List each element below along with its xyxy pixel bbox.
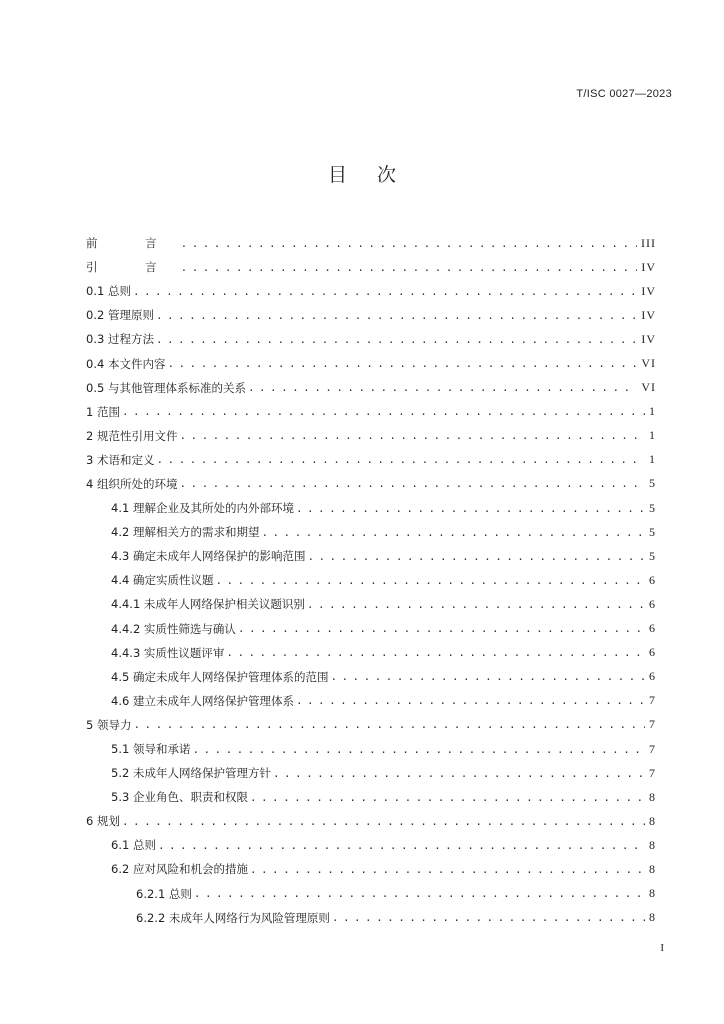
toc-entry-page: IV xyxy=(641,331,656,346)
toc-entry-label: 4.2 理解相关方的需求和期望 xyxy=(111,525,260,540)
toc-entry-page: 8 xyxy=(649,837,656,852)
toc-dot-leader xyxy=(179,477,645,490)
toc-entry[interactable] xyxy=(86,665,656,689)
toc-dot-leader xyxy=(122,815,645,828)
toc-entry-label: 0.3 过程方法 xyxy=(86,332,154,347)
toc-dot-leader xyxy=(192,743,645,756)
toc-entry-label: 6 规划 xyxy=(86,814,120,829)
toc-entry[interactable] xyxy=(86,617,656,641)
toc-dot-leader xyxy=(181,261,638,274)
toc-entry-page: 5 xyxy=(649,476,656,491)
toc-entry[interactable] xyxy=(86,376,656,400)
toc-entry-label: 5.2 未成年人网络保护管理方针 xyxy=(111,766,271,781)
toc-entry-label: 6.2.1 总则 xyxy=(136,886,192,901)
toc-entry-page: 7 xyxy=(649,741,656,756)
toc-entry-page: 1 xyxy=(649,428,656,443)
toc-entry[interactable] xyxy=(86,279,656,303)
toc-entry-label: 6.2.2 未成年人网络行为风险管理原则 xyxy=(136,910,330,925)
toc-dot-leader xyxy=(156,309,637,322)
toc-entry[interactable] xyxy=(86,520,656,544)
toc-entry-page: 5 xyxy=(649,548,656,563)
toc-entry[interactable] xyxy=(86,882,656,906)
toc-entry[interactable] xyxy=(86,303,656,327)
toc-dot-leader xyxy=(250,863,645,876)
toc-entry[interactable] xyxy=(86,472,656,496)
toc-entry[interactable] xyxy=(86,544,656,568)
toc-entry[interactable] xyxy=(86,785,656,809)
toc-entry[interactable] xyxy=(86,857,656,881)
toc-dot-leader xyxy=(307,598,645,611)
toc-entry[interactable] xyxy=(86,689,656,713)
toc-entry-page: 7 xyxy=(649,717,656,732)
toc-dot-leader xyxy=(238,622,645,635)
page-number: I xyxy=(660,942,664,954)
toc-entry[interactable] xyxy=(86,761,656,785)
toc-entry-label: 6.1 总则 xyxy=(111,838,156,853)
toc-entry-page: 6 xyxy=(649,645,656,660)
toc-entry[interactable] xyxy=(86,255,656,279)
toc-entry[interactable] xyxy=(86,592,656,616)
toc-entry-label: 5.1 领导和承诺 xyxy=(111,742,191,757)
toc-entry-label: 4.1 理解企业及其所处的内外部环境 xyxy=(111,501,294,516)
toc-dot-leader xyxy=(273,767,645,780)
toc-dot-leader xyxy=(226,646,645,659)
toc-entry[interactable] xyxy=(86,351,656,375)
toc-entry-page: 6 xyxy=(649,596,656,611)
toc-entry-page: 5 xyxy=(649,524,656,539)
toc-dot-leader xyxy=(296,502,645,515)
toc-entry-label: 4.4 确定实质性议题 xyxy=(111,573,214,588)
standard-code: T/ISC 0027—2023 xyxy=(576,88,672,100)
toc-entry[interactable] xyxy=(86,833,656,857)
toc-entry-label: 1 范围 xyxy=(86,404,120,419)
toc-dot-leader xyxy=(158,839,645,852)
toc-dot-leader xyxy=(307,550,645,563)
toc-dot-leader xyxy=(296,694,645,707)
toc-entry[interactable] xyxy=(86,568,656,592)
toc-entry-page: IV xyxy=(641,283,656,298)
toc-entry-label: 0.2 管理原则 xyxy=(86,308,154,323)
toc-entry-page: 6 xyxy=(649,669,656,684)
toc-entry-label: 6.2 应对风险和机会的措施 xyxy=(111,862,248,877)
toc-dot-leader xyxy=(156,333,637,346)
toc-entry[interactable] xyxy=(86,448,656,472)
toc-entry-page: IV xyxy=(641,259,656,274)
page-title: 目 次 xyxy=(327,164,409,186)
toc-entry[interactable] xyxy=(86,231,656,255)
toc-entry[interactable] xyxy=(86,400,656,424)
toc-entry-label: 4.4.1 未成年人网络保护相关议题识别 xyxy=(111,597,305,612)
toc-entry-label: 0.5 与其他管理体系标准的关系 xyxy=(86,380,246,395)
toc-dot-leader xyxy=(261,526,645,539)
toc-entry-label: 0.4 本文件内容 xyxy=(86,356,166,371)
toc-entry-page: 7 xyxy=(649,765,656,780)
toc-entry[interactable] xyxy=(86,496,656,520)
toc-entry[interactable] xyxy=(86,737,656,761)
table-of-contents xyxy=(86,231,656,930)
toc-entry-page: VI xyxy=(641,356,656,371)
toc-dot-leader xyxy=(248,381,637,394)
toc-entry-label: 前 言 xyxy=(86,236,179,251)
toc-entry-label: 5.3 企业角色、职责和权限 xyxy=(111,790,248,805)
toc-entry[interactable] xyxy=(86,424,656,448)
toc-entry-page: VI xyxy=(641,380,656,395)
toc-entry-page: 8 xyxy=(649,886,656,901)
toc-entry-page: 7 xyxy=(649,693,656,708)
toc-entry-page: 1 xyxy=(649,452,656,467)
toc-entry-page: 6 xyxy=(649,572,656,587)
toc-entry-page: 8 xyxy=(649,861,656,876)
toc-dot-leader xyxy=(181,237,637,250)
toc-entry[interactable] xyxy=(86,809,656,833)
toc-dot-leader xyxy=(167,357,637,370)
toc-dot-leader xyxy=(194,887,645,900)
toc-entry-label: 4.4.3 实质性议题评审 xyxy=(111,645,225,660)
toc-dot-leader xyxy=(179,429,645,442)
toc-entry-label: 3 术语和定义 xyxy=(86,452,155,467)
toc-entry-label: 0.1 总则 xyxy=(86,284,131,299)
toc-entry-label: 4.6 建立未成年人网络保护管理体系 xyxy=(111,693,294,708)
toc-entry-label: 4 组织所处的环境 xyxy=(86,476,178,491)
toc-entry-page: 5 xyxy=(649,500,656,515)
toc-entry[interactable] xyxy=(86,713,656,737)
toc-entry-page: 8 xyxy=(649,813,656,828)
toc-dot-leader xyxy=(250,791,645,804)
toc-dot-leader xyxy=(122,405,645,418)
toc-dot-leader xyxy=(330,670,645,683)
toc-entry-page: 8 xyxy=(649,789,656,804)
toc-dot-leader xyxy=(332,911,645,924)
toc-dot-leader xyxy=(133,718,645,731)
toc-entry[interactable] xyxy=(86,327,656,351)
toc-entry-page: 6 xyxy=(649,621,656,636)
toc-entry-label: 4.3 确定未成年人网络保护的影响范围 xyxy=(111,549,306,564)
toc-entry[interactable] xyxy=(86,906,656,930)
toc-entry-page: III xyxy=(641,235,656,250)
toc-entry-label: 2 规范性引用文件 xyxy=(86,428,178,443)
toc-entry-page: 1 xyxy=(649,404,656,419)
toc-entry-label: 4.5 确定未成年人网络保护管理体系的范围 xyxy=(111,669,329,684)
toc-entry-label: 5 领导力 xyxy=(86,717,132,732)
toc-entry-page: 8 xyxy=(649,910,656,925)
toc-entry-label: 4.4.2 实质性筛选与确认 xyxy=(111,621,236,636)
toc-entry-label: 引 言 xyxy=(86,260,179,275)
toc-dot-leader xyxy=(215,574,645,587)
toc-dot-leader xyxy=(133,285,637,298)
toc-dot-leader xyxy=(156,453,645,466)
toc-entry[interactable] xyxy=(86,641,656,665)
toc-entry-page: IV xyxy=(641,307,656,322)
